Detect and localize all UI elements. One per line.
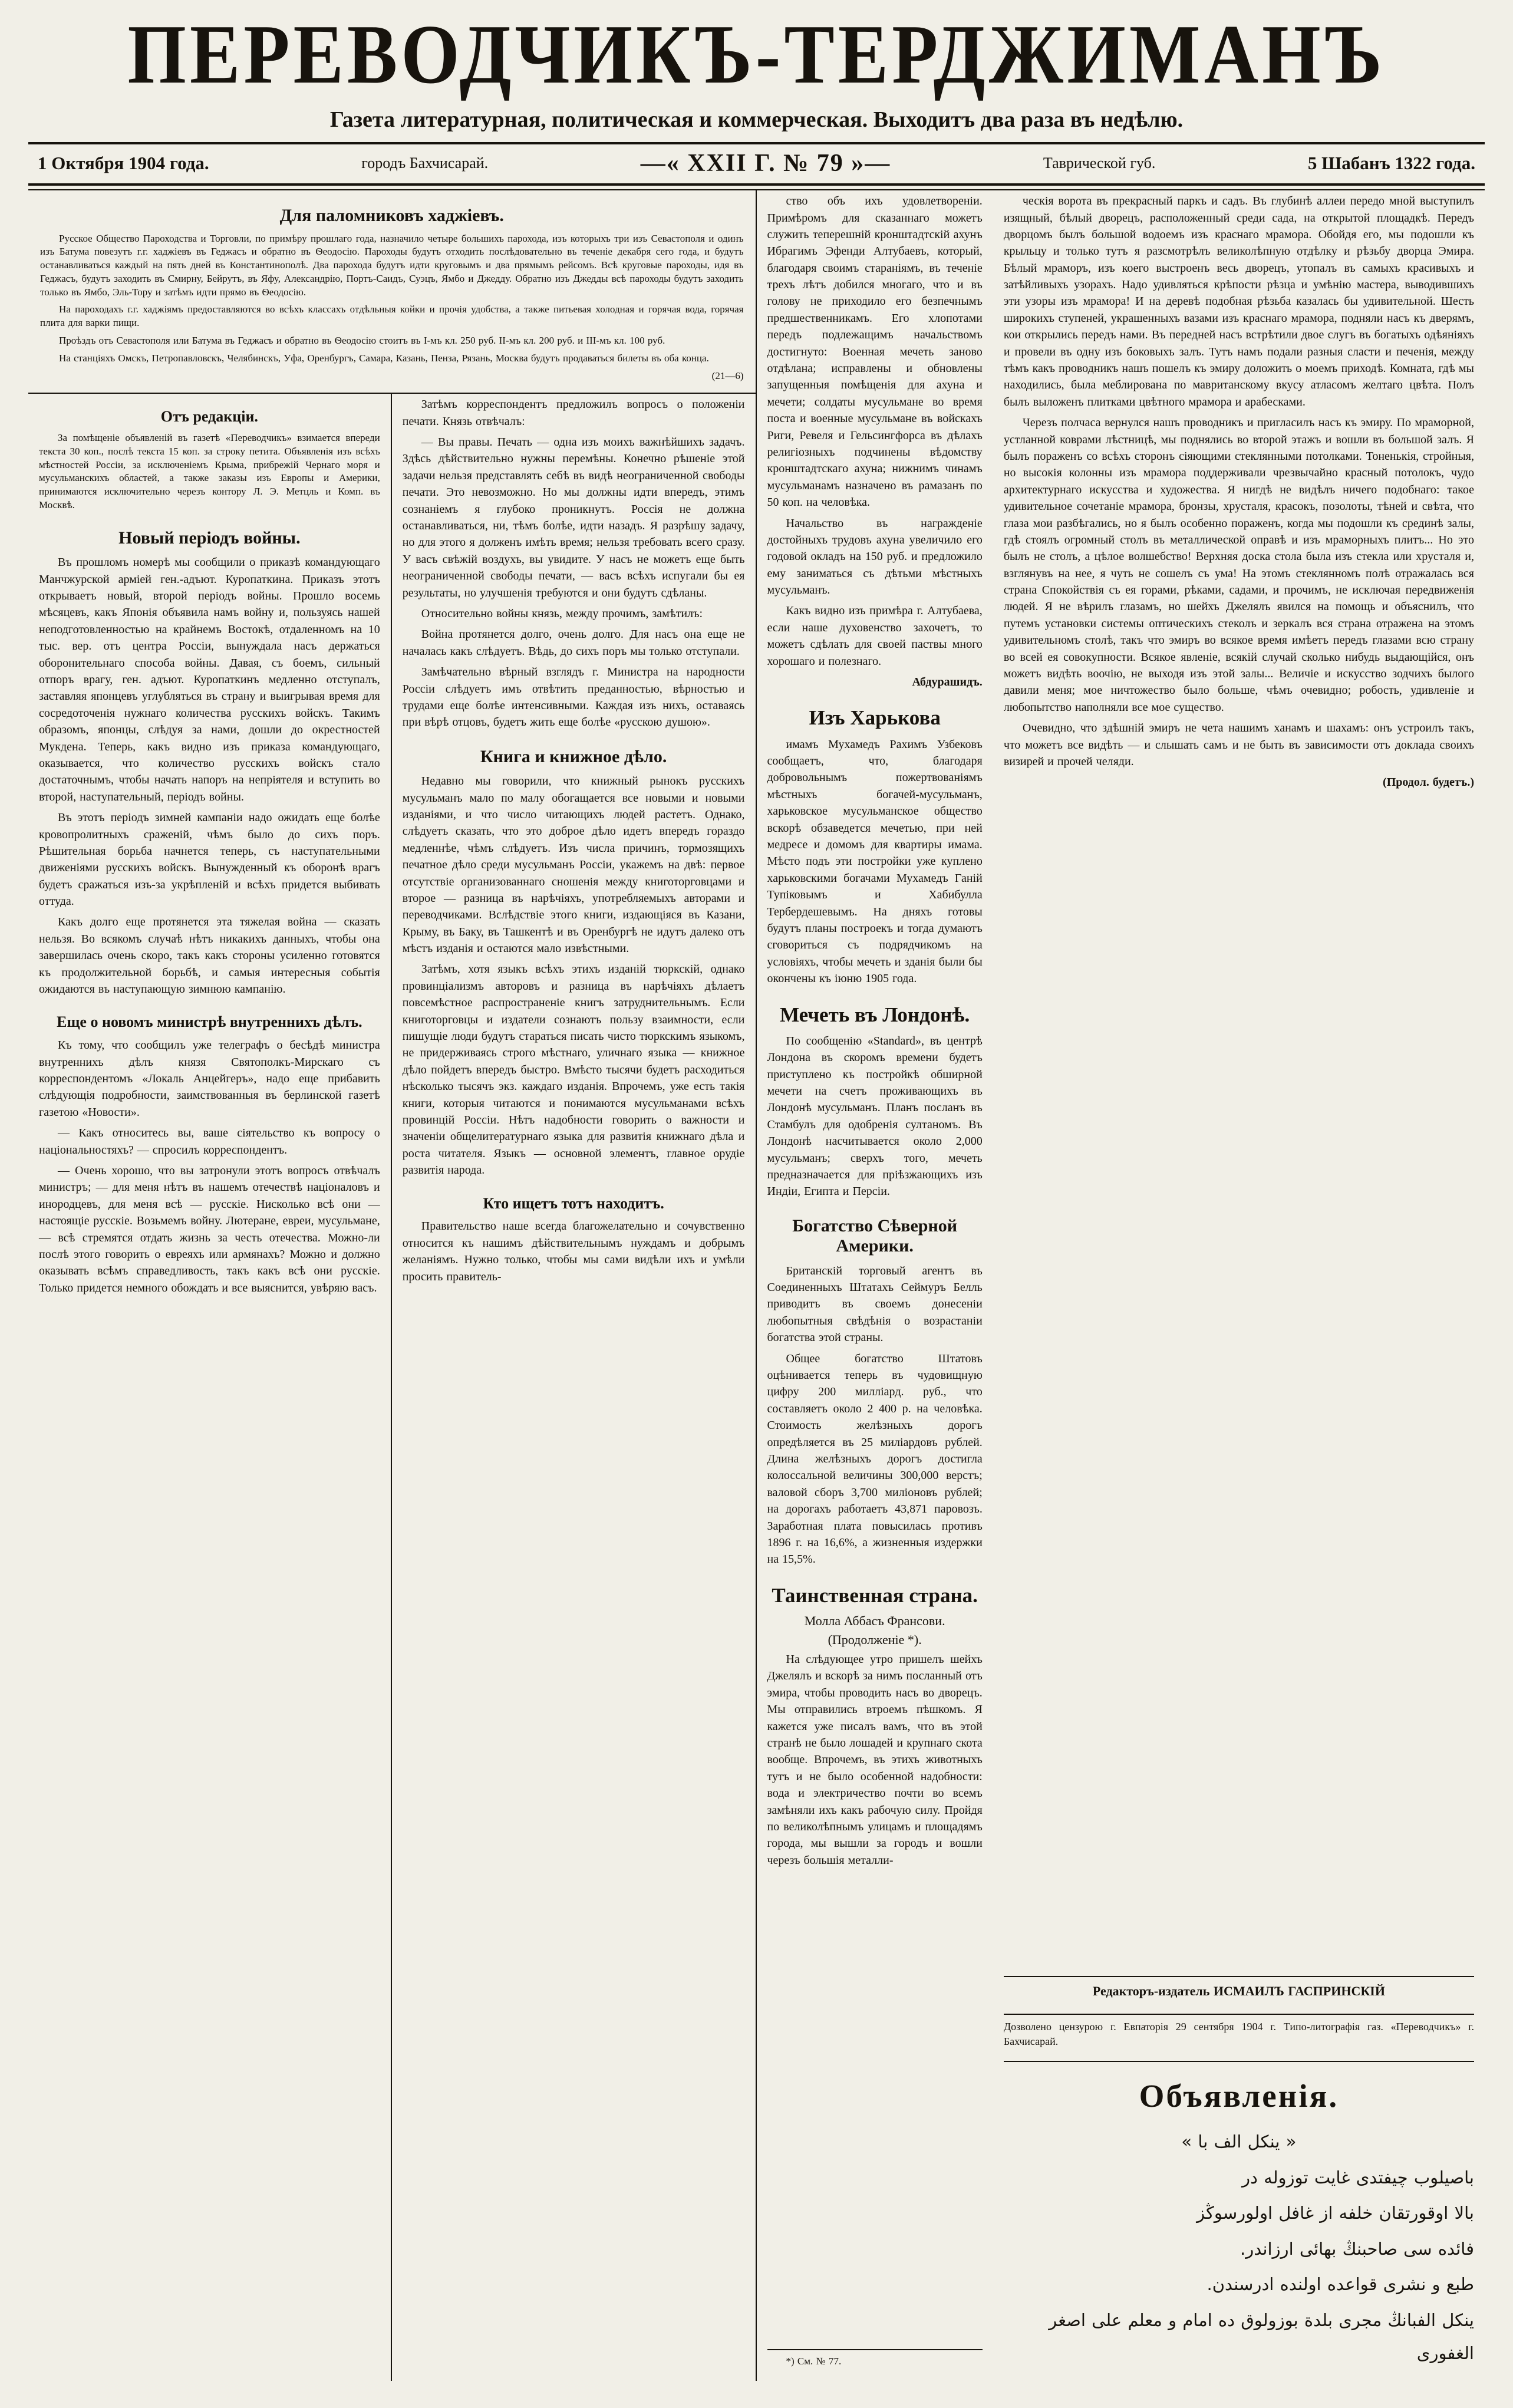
article-headline: Мечеть въ Лондонѣ.: [780, 1003, 970, 1026]
newspaper-subtitle: Газета литературная, политическая и коммерческая. Выходитъ два раза въ недѣлю.: [329, 107, 1184, 133]
article-headline: Для паломниковъ хаджіевъ.: [279, 206, 504, 226]
article-section: [39, 516, 380, 1002]
paragraph: Начальство въ награжденіе достойныхъ трудовъ ахуна увеличило его годовой окладъ на 150 руб. и предложило ему заниматься съ дѣтьми мѣстныхъ мусульманъ.: [767, 516, 983, 597]
paragraph: Къ тому, что сообщилъ уже телеграфъ о бесѣдѣ министра внутреннихъ дѣлъ князя Святополкъ-Мирскаго съ корреспондентомъ «Локаль Анцейгеръ», надо еще прибавить слѣдующія подробности, заимствованныя въ берлинской газетѣ газетою «Новости».: [39, 1039, 380, 1119]
paragraph: Недавно мы говорили, что книжный рынокъ русскихъ мусульманъ мало по малу обогащается все новыми и новыми изданіями, и что число читающихъ людей растетъ. Однако, слѣдуетъ сказать, что это доброе дѣло идетъ впередъ гораздо медленнѣе, чѣмъ слѣдуетъ. Изъ числа причинъ, тормозящихъ печатное дѣло среди мусульманъ Россіи, укажемъ на двѣ: первое отсутствіе организованнаго сношенія между книготорговцами и второе — разница въ нарѣчіяхъ, употребляемыхъ авторами и переводчиками. Вслѣдствіе этого книги, издающіяся въ Казани, Крыму, въ Баку, въ Ташкентѣ и въ Оренбургѣ не идутъ далеко отъ мѣстъ изданія и остаются мало извѣстными.: [402, 775, 745, 956]
paragraph: طبع و نشرى قواعده اولنده ادرسندن.: [1207, 2274, 1474, 2295]
paragraph: « ينكل الف با »: [1181, 2132, 1297, 2152]
date-gregorian: 1 Октября 1904 года.: [38, 153, 209, 174]
column-4: [993, 190, 1485, 2381]
paragraph: — Какъ относитесь вы, ваше сіятельство къ вопросу о національностяхъ? — спросилъ корреспондентъ.: [39, 1126, 380, 1157]
page-content: [28, 189, 1485, 2381]
paragraph: *) См. № 77.: [786, 2356, 842, 2367]
paragraph: فائده سى صاحبنڭ بهائى ارزاندر.: [1240, 2238, 1474, 2259]
article-section: [39, 396, 380, 516]
paragraph: (21—6): [711, 370, 744, 381]
article-section: [767, 694, 983, 991]
section-divider: [1004, 2014, 1474, 2015]
paragraph: Въ этотъ періодъ зимней кампаніи надо ожидать еще болѣе кровопролитныхъ сраженій, чѣмъ было до сихъ поръ. Рѣшительная борьба начнется теперь, съ наступательными движеніями русскихъ войскъ. Вынужденный къ оборонѣ врагъ будетъ сражаться изъ-за укрѣпленій и всѣхъ придется выбивать оттуда.: [39, 811, 380, 908]
left-half: [28, 190, 757, 2381]
article-section: [767, 2341, 983, 2373]
article-headline: Еще о новомъ министрѣ внутреннихъ дѣлъ.: [57, 1013, 362, 1031]
paragraph: Въ прошломъ номерѣ мы сообщили о приказѣ командующаго Манчжурской арміей ген.-адъют. Куропаткина. Приказъ этотъ открываетъ новый, второй періодъ войны. Прошло восемь мѣсяцевъ, какъ Японія объявила намъ войну и, пользуясь нашей неподготовленностью на крайнемъ Востокѣ, отдаленномъ на 10 тыс. вер. отъ центра Россіи, вынуждала насъ держаться оборонительнаго способа войны. Давая, съ боемъ, сильный отпоръ врагу, ген. адъют. Куропаткинъ медленно отступалъ, заставляя японцевъ углубляться въ страну и выигрывая время для сосредоточенія нужнаго количества русскихъ войскъ. Такимъ образомъ, японцы, слѣдуя за нами, дошли до окрестностей Мукдена. Теперь, какъ видно изъ приказа командующаго, оказывается, что количество русскихъ войскъ стало достаточнымъ, чтобы начать напоръ на непріятеля и вступить во второй, наступательный, періодъ войны.: [39, 556, 380, 803]
paragraph: На слѣдующее утро пришелъ шейхъ Джелялъ и вскорѣ за нимъ посланный отъ эмира, чтобы проводить насъ во дворецъ. Мы отправились втроемъ пѣшкомъ. Я кажется уже писалъ вамъ, что въ этой странѣ не было лошадей и крупнаго скота вообще. Впрочемъ, въ этихъ животныхъ тутъ и не было особенной надобности: вода и электричество почти во всемъ замѣняли ихъ какъ рабочую силу. Пройдя по великолѣпнымъ улицамъ и площадямъ города, мы вышли за городъ и вошли черезъ большія металли-: [767, 1652, 983, 1867]
article-section: [1004, 193, 1474, 795]
paragraph: На пароходахъ г.г. хаджіямъ предоставляются во всѣхъ классахъ отдѣльныя койки и прочія удобства, а также питьевая холодная и горячая вода, горячая плита для варки пищи.: [40, 304, 744, 329]
section-divider: [1004, 2061, 1474, 2062]
paragraph: Замѣчательно вѣрный взглядъ г. Министра на народности Россіи слѣдуетъ имъ отвѣтить преданностью, вѣрностью и трудами еще болѣе интенсивными. Каждая изъ нихъ, оставаясь при вѣрѣ отцовъ, будетъ жить еще болѣе «русскою душою».: [402, 666, 745, 729]
paragraph: На станціяхъ Омскъ, Петропавловскъ, Челябинскъ, Уфа, Оренбургъ, Самара, Казань, Пенза, Рязань, Москва будутъ продаваться билеты въ оба конца.: [59, 352, 709, 364]
paragraph: Война протянется долго, очень долго. Для насъ она еще не началась какъ слѣдуетъ. Вѣдь, до сихъ поръ мы только отступали.: [402, 628, 745, 658]
paragraph: باصيلوب چيفتدى غايت توزوله در: [1242, 2167, 1474, 2188]
paragraph: Относительно войны князь, между прочимъ, замѣтилъ:: [421, 607, 703, 620]
article-section: [767, 1204, 983, 1572]
section-divider: [767, 2349, 983, 2350]
article-section: [767, 991, 983, 1204]
article-section: [767, 193, 983, 694]
paragraph: ство объ ихъ удовлетвореніи. Примѣромъ для сказаннаго можетъ служить теперешній кронштадтскій ахунъ Ибрагимъ Эфенди Алтубаевъ, который, благодаря своимъ стараніямъ, въ теченіе трехъ лѣтъ добился многаго, что и въ голову не приходило его безпечнымъ предшественникамъ. Его хлопотами передъ подлежащимъ начальствомъ достигнуто: Военная мечеть заново отдѣлана; исправлены и обновлены запущенныя помѣщенія для ахуна и мечети; солдаты мусульмане во время поста и военные мусульмане въ войскахъ Риги, Ревеля и Гельсингфорса въ дѣлахъ религіозныхъ подчинены вѣдомству кронштадтскаго ахуна; нижнимъ чинамъ мусульманамъ назначено въ рамазанъ по 50 коп. на человѣка.: [767, 195, 983, 509]
article-section: [403, 396, 745, 734]
article-section: [403, 735, 745, 1183]
article-section: [767, 1572, 983, 1873]
article-section: [39, 1002, 380, 1300]
paragraph: За помѣщеніе объявленій въ газетѣ «Переводчикъ» взимается впереди текста 30 коп., послѣ текста 15 коп. за строку петита. Объявленія изъ всѣхъ мѣстностей Россіи, за исключеніемъ Крыма, прибрежій Чернаго моря и мусульманскихъ областей, а также заказы изъ Европы и Америки, принимаются исключительно черезъ контору Л. Э. Метцль и Комп. въ Москвѣ.: [39, 432, 380, 510]
paragraph: — Вы правы. Печать — одна изъ моихъ важнѣйшихъ задачъ. Здѣсь дѣйствительно нужны перемѣны. Конечно рѣшеніе этой задачи нельзя представлять себѣ въ видѣ неограниченной свободы печати. Это невозможно. Но мы должны идти впередъ, этимъ сознаніемъ я глубоко проникнутъ. Россія не должна останавливаться, ни, тѣмъ болѣе, идти назадъ. Я разрѣшу задачу, но для этого я долженъ имѣть время; нельзя требовать всего сразу. У васъ свѣжій воздухъ, вы увидите. У насъ не можетъ еще быть неограниченной свободы печати, — васъ всѣхъ испугали бы ея результаты, но улучшенія требуются и они будутъ сдѣланы.: [402, 436, 745, 599]
section-divider: [1004, 1976, 1474, 1977]
article-section: [1004, 2005, 1474, 2053]
paragraph: Очевидно, что здѣшній эмиръ не чета нашимъ ханамъ и шахамъ: онъ устроилъ такъ, что можетъ все видѣть — и слышать самъ и не быть въ зависимости отъ доклада своихъ визирей и прочей челяди.: [1003, 722, 1474, 768]
newspaper-title: ПЕРЕВОДЧИКЪ-ТЕРДЖИМАНЪ: [127, 7, 1386, 101]
paragraph: — Очень хорошо, что вы затронули этотъ вопросъ отвѣчалъ министръ; — для меня нѣтъ въ нашемъ отечествѣ націоналовъ и инородцевъ, для меня всѣ — русскіе. Нисколько всѣ они — настоящіе русскіе. Возьмемъ войну. Лютеране, евреи, мусульмане, — всѣ стремятся отдать жизнь за честь отечества. Можно-ли послѣ этого говорить о евреяхъ или армянахъ? Можно и должно оказывать всѣмъ справедливость, такъ какъ всѣ они русскіе. Только придется немного обождать и все выяснится, увѣряю васъ.: [39, 1164, 380, 1294]
paragraph: Британскій торговый агентъ въ Соединенныхъ Штатахъ Сеймуръ Белль приводитъ въ своемъ донесеніи любопытныя свѣдѣнія о возрастаніи богатства этой страны.: [767, 1264, 983, 1345]
paragraph: имамъ Мухамедъ Рахимъ Узбековъ сообщаетъ, что, благодаря добровольнымъ пожертвованіямъ мѣстныхъ богачей-мусульманъ, харьковское мусульманское общество вскорѣ обзаведется мечетью, при ней медресе и домомъ для квартиры имама. Мѣсто подъ эти постройки уже куплено харьковскими богачами Мухамедъ Ганій Тупіковымъ и Хабибулла Тербердешевымъ. На дняхъ готовы будутъ планы построекъ и тогда думаютъ сговориться съ подрядчикомъ на условіяхъ, чтобы мечеть и зданія были бы окончены къ іюню 1905 года.: [767, 737, 983, 986]
article-headline: Объявленія.: [1139, 2077, 1339, 2114]
paragraph: Черезъ полчаса вернулся нашъ проводникъ и пригласилъ насъ къ эмиру. По мраморной, устланной коврами лѣстницѣ, мы поднялись во второй этажъ и вошли въ большой залъ. Я былъ пораженъ со всѣхъ сторонъ сіяющими стеклянными потолками. Тоненькія, стройныя, но высокія колонны изъ мрамора поддерживали чрезвычайно красный потолокъ, чудо архитектурнаго искусства и художества. Я нигдѣ не видѣлъ ничего подобнаго: такое удивительное сочетаніе мрамора, бронзы, хрусталя, красокъ, позолоты, тѣней и свѣта, что глаза мои разбѣгались, но я былъ особенно пораженъ, когда мы подошли къ срединѣ залы, гдѣ стоялъ огромный столъ въ металлической оправѣ и изъ мраморныхъ плитъ... Но это былъ не столъ, а цѣлое волшебство! Верхняя доска стола была изъ стекла или хрусталя и, взглянувъ на нее, я чуть не сошелъ съ ума! На этомъ стеклянномъ полѣ отражалась вся страна Спокойствія съ ея горами, рѣками, садами, и прочимъ, не исключая передвиженія людей. Я не вѣрилъ глазамъ, но шейхъ Джелялъ явился на помощь и объяснилъ, что путемъ установки системы оптическихъ стеколъ и зеркалъ вся страна отражена на этомъ удивительномъ столѣ, такъ что эмиръ во всякое время имѣетъ передъ глазами всю страну во всей ея совокупности. Всякое явленіе, всякій случай сколько нибудь выдающійся, онъ можетъ видѣть воочію, не выходя изъ этой залы... Величіе и искусство зодчихъ былого давили меня; мое ничтожество было больше, чѣмъ очевидно; робость, удивленіе и любопытство наполняли все мое существо.: [1003, 416, 1474, 714]
paragraph: Затѣмъ, хотя языкъ всѣхъ этихъ изданій тюркскій, однако провинціализмъ авторовъ и разница въ нарѣчіяхъ дѣлаетъ повсемѣстное распространеніе книгъ затруднительнымъ. Если книготорговцы и издатели сознаютъ пользу взаимности, если пишущіе люди будутъ стараться писать чисто тюркскимъ языкомъ, не придерживаясь строго мѣстнаго, уличнаго языка — книжное дѣло пойдетъ впередъ быстро. Вмѣсто тысячи будетъ расходиться нѣсколько тысячъ экз. каждаго изданія. Впрочемъ, уже есть такія книги, которыя читаются и понимаются мусульманами всѣхъ провинцій Россіи. Нѣтъ надобности говорить о важности и значеніи общелитературнаго языка для развитія книжнаго дѣла и роста читателя. Языкъ — основной элементъ, главное орудіе развитія народа.: [402, 963, 745, 1177]
paragraph: Дозволено цензурою г. Евпаторія 29 сентября 1904 г. Типо-литографія газ. «Переводчикъ» г. Бахчисарай.: [1003, 2020, 1474, 2047]
paragraph: По сообщенію «Standard», въ центрѣ Лондона въ скоромъ времени будетъ приступлено къ постройкѣ обширной мечети на счетъ проживающихъ въ Лондонѣ мусульманъ. Планъ посланъ въ Стамбулъ для одобренія султаномъ. Въ Лондонѣ насчитывается около 2,000 мусульманъ; сверхъ того, мечеть предназначается для пріѣзжающихъ изъ Индіи, Египта и Персіи.: [767, 1034, 983, 1198]
paragraph: Проѣздъ отъ Севастополя или Батума въ Геджасъ и обратно въ Ѳеодосію стоитъ въ I-мъ кл. 250 руб. II-мъ кл. 200 руб. и III-мъ кл. 100 руб.: [59, 334, 665, 346]
province-label: Таврической губ.: [1043, 154, 1156, 172]
column-1: [28, 394, 392, 2381]
lead-article: [28, 190, 756, 394]
paragraph: بالا اوقورتقان خلفه از غافل اولورسوڭز: [1196, 2203, 1474, 2223]
masthead: [28, 7, 1485, 186]
article-headline: Таинственная страна.: [772, 1583, 978, 1607]
paragraph: (Продол. будетъ.): [1383, 776, 1474, 789]
paragraph: Общее богатство Штатовъ оцѣнивается теперь въ чудовищную цифру 200 милліард. руб., что составляетъ около 2 400 р. на человѣка. Стоимость желѣзныхъ дорогъ опредѣляется въ 25 миліардовъ рублей. Длина желѣзныхъ дорогъ достигла колоссальной величины 300,000 верстъ; валовой сборъ 3,700 миліоновъ рублей; на дорогахъ работаетъ 43,871 паровозъ. Заработная плата повысилась противъ 1896 г. на 16,6%, а жизненныя издержки на 15,5%.: [767, 1352, 983, 1566]
paragraph: Редакторъ-издатель ИСМАИЛЪ ГАСПРИНСКІЙ: [1092, 1984, 1385, 1999]
article-section: [1004, 1968, 1474, 2005]
paragraph: ческія ворота въ прекрасный паркъ и садъ. Въ глубинѣ аллеи передо мной выступилъ изящный, бѣлый дворецъ, расположенный среди сада, на открытой площадкѣ. Передъ дворцомъ былъ большой водоемъ изъ краснаго мрамора. Обойдя его, мы подошли къ крыльцу и только тутъ я разсмотрѣлъ великолѣпную отдѣлку и рѣзьбу дворца Эмира. Бѣлый мраморъ, изъ коего выстроенъ весь дворецъ, утопалъ въ самыхъ красивыхъ и затѣйливыхъ узорахъ. Надо удивляться крѣпости рѣзца и умѣнію мастера, выводившихъ эти узоры изъ мрамора! И на деревѣ подобная рѣзьба казалась бы удивительной. Шесть широкихъ ступеней, украшенныхъ вазами изъ краснаго мрамора, подняли насъ къ дверямъ, кои открылись передъ нами. Въ передней насъ встрѣтили двое слугъ въ богатыхъ одѣяніяхъ и провели въ одну изъ боковыхъ залъ. Тутъ намъ подали разныя сласти и печенія, между тѣмъ какъ проводникъ нашъ пошелъ къ эмиру доложить о моемъ приходѣ. Комната, гдѣ мы находились, была меблирована по мавританскому вкусу атласомъ желтаго цвѣта. Полъ былъ выложенъ плитками цвѣтного мрамора и арабесками.: [1003, 195, 1474, 409]
article-headline: Изъ Харькова: [809, 706, 941, 730]
paragraph: Какъ долго еще протянется эта тяжелая война — сказать нельзя. Во всякомъ случаѣ нѣтъ никакихъ данныхъ, чтобы она завершилась очень скоро, такъ какъ стороны усиленно готовятся къ продолжительной борьбѣ, и самыя интересныя событія ожидаются въ наступающую зимнюю кампанію.: [39, 915, 380, 996]
paragraph: Абдурашидъ.: [912, 676, 983, 689]
article-headline: Богатство Сѣверной Америки.: [792, 1215, 958, 1256]
city-label: городъ Бахчисарай.: [361, 154, 489, 172]
paragraph: Русское Общество Пароходства и Торговли, по примѣру прошлаго года, назначило четыре большихъ парохода, изъ которыхъ три изъ Севастополя и одинъ изъ Батума повезутъ г.г. хаджіевъ въ Геджасъ и обратно въ Ѳеодосію. Пароходы будутъ отходить послѣдовательно въ теченіе декабря сего года, и будутъ останавливаться каждый на пять дней въ Константинополѣ. Два парохода будутъ идти круговымъ и два прямымъ рейсомъ. Всѣ круговые пароходы, идя въ Геджасъ, будутъ заходить въ Смирну, Бейрутъ, въ Яфу, Александрію, Портъ-Саидъ, Суэцъ, Ямбо и Джедду. Обратно изъ Джедды всѣ пароходы будутъ заходить только въ Ямбо, Эль-Тору и затѣмъ идти прямо въ Ѳеодосію.: [40, 232, 744, 298]
date-hijri: 5 Шабанъ 1322 года.: [1307, 153, 1475, 174]
article-subhead: (Продолженіе *).: [828, 1632, 922, 1647]
article-headline: Книга и книжное дѣло.: [480, 746, 667, 766]
issue-number: —« XXII Г. № 79 »—: [640, 150, 891, 177]
column-2: [392, 394, 756, 2381]
article-section: [40, 206, 744, 383]
paragraph: Какъ видно изъ примѣра г. Алтубаева, если наше духовенство захочетъ, то можетъ сдѣлать для своей паствы много хорошаго и полезнаго.: [767, 604, 983, 668]
article-headline: Кто ищетъ тотъ находитъ.: [483, 1194, 664, 1212]
article-headline: Отъ редакціи.: [160, 408, 258, 426]
article-headline: Новый періодъ войны.: [118, 528, 301, 548]
column-3: [757, 190, 993, 2381]
left-columns: [28, 394, 756, 2381]
article-subhead: Молла Аббасъ Франсови.: [804, 1613, 945, 1628]
paragraph: ينكل الفبانڭ مجرى بلدة بوزولوق ده امام و معلم على اصغر الغفورى: [1049, 2310, 1474, 2364]
article-section: [403, 1183, 745, 1289]
right-half: [757, 190, 1485, 2381]
paragraph: Правительство наше всегда благожелательно и сочувственно относится къ нашимъ дѣйствительнымъ нуждамъ и добрымъ желаніямъ. Нужно только, чтобы мы сами видѣли ихъ и умѣли просить правитель-: [402, 1220, 745, 1283]
article-section: [1004, 2053, 1474, 2373]
paragraph: Затѣмъ корреспондентъ предложилъ вопросъ о положеніи печати. Князь отвѣчалъ:: [402, 398, 745, 428]
dateline: [28, 142, 1485, 186]
